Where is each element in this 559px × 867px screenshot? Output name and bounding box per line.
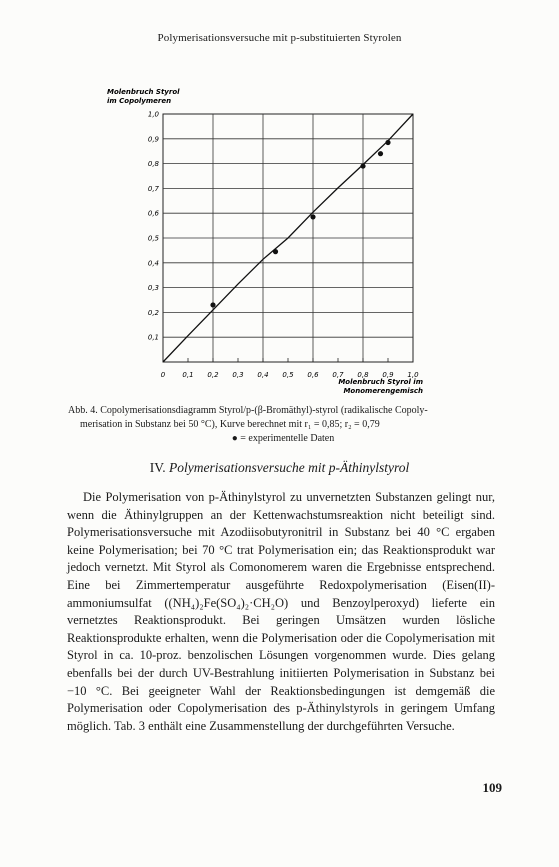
- x-tick-label: 0,6: [307, 371, 319, 379]
- y-tick-label: 0,2: [147, 308, 159, 317]
- y-tick-label: 0,5: [147, 234, 159, 243]
- figure-caption: [68, 404, 498, 446]
- x-tick-label: 0: [160, 371, 166, 379]
- data-point: [360, 163, 365, 168]
- data-point: [385, 140, 390, 145]
- body-paragraph: Die Polymerisation von p-Äthinylstyrol zu unvernetzten Substanzen gelingt nur, wenn die Äthinylgruppen an der Kettenwachstumsreaktion nicht beteiligt sind. Polymerisationsversuche mit Azodiisobutyronitril in Substanz bei 40 °C ergaben keine Polymerisation; bei 70 °C trat Polymerisation ein; das Reaktionsprodukt war jedoch vernetzt. Mit Styrol als Comonomerem waren die Ergebnisse entsprechend. Eine bei Zimmertemperatur ausgeführte Redoxpolymerisation (Eisen(II)-ammoniumsulfat ((NH₄)₂Fe(SO₄)₂·CH₂O) und Benzoylperoxyd) lieferte ein vernetztes Reaktionsprodukt. Bei geringen Umsätzen wurden lösliche Reaktionsprodukte erhalten, wenn die Polymerisation oder die Copolymerisation mit Styrol in ca. 10-proz. benzolischen Lösungen vorgenommen wurde. Dies gelang ebenfalls bei der durch UV-Bestrahlung initiierten Polymerisation in Substanz bei −10 °C. Bei geeigneter Wahl der Reaktionsbedingungen ist demgemäß die Polymerisation oder Copolymerisation des p-Äthinylstyrols in geringem Umfang möglich. Tab. 3 enthält eine Zusammenstellung der durchgeführten Versuche.: [67, 490, 495, 733]
- data-point: [310, 214, 315, 219]
- caption-legend: ● = experimentelle Daten: [231, 433, 335, 444]
- x-axis-label-line2: Monomerengemisch: [343, 387, 423, 395]
- x-tick-label: 0,7: [332, 371, 344, 379]
- data-point: [273, 249, 278, 254]
- x-tick-label: 0,4: [257, 371, 269, 379]
- x-tick-label: 0,3: [232, 371, 244, 379]
- section-heading: [0, 460, 559, 476]
- section-number: IV.: [149, 460, 166, 475]
- x-tick-label: 1,0: [407, 371, 419, 379]
- caption-line-2: merisation in Substanz bei 50 °C), Kurve berechnet mit r₁ = 0,85; r₂ = 0,79: [80, 419, 380, 430]
- section-title: Polymerisationsversuche mit p-Äthinylstyrol: [169, 460, 410, 475]
- caption-line-1: Abb. 4. Copolymerisationsdiagramm Styrol/p-(β-Bromäthyl)-styrol (radikalische Copoly-: [68, 405, 428, 416]
- y-tick-label: 1,0: [147, 110, 159, 119]
- running-head: Polymerisationsversuche mit p-substituierten Styrolen: [157, 32, 402, 44]
- y-tick-label: 0,9: [147, 135, 159, 144]
- y-tick-label: 0,3: [147, 284, 159, 293]
- y-tick-label: 0,8: [147, 160, 159, 169]
- x-tick-label: 0,5: [282, 371, 294, 379]
- page-number: 109: [482, 780, 502, 795]
- x-tick-label: 0,1: [182, 371, 194, 379]
- data-point: [210, 302, 215, 307]
- y-axis-label-line1: Molenbruch Styrol: [107, 88, 180, 96]
- x-tick-label: 0,8: [357, 371, 369, 379]
- y-tick-label: 0,6: [147, 209, 159, 218]
- data-point: [378, 151, 383, 156]
- y-tick-label: 0,4: [147, 259, 159, 268]
- y-axis-label-line2: im Copolymeren: [107, 97, 172, 105]
- x-tick-label: 0,9: [382, 371, 394, 379]
- x-tick-label: 0,2: [207, 371, 219, 379]
- y-tick-label: 0,7: [147, 184, 159, 193]
- y-tick-label: 0,1: [147, 333, 159, 342]
- copolymerization-diagram: [0, 0, 559, 400]
- x-axis-label-line1: Molenbruch Styrol im: [338, 378, 423, 386]
